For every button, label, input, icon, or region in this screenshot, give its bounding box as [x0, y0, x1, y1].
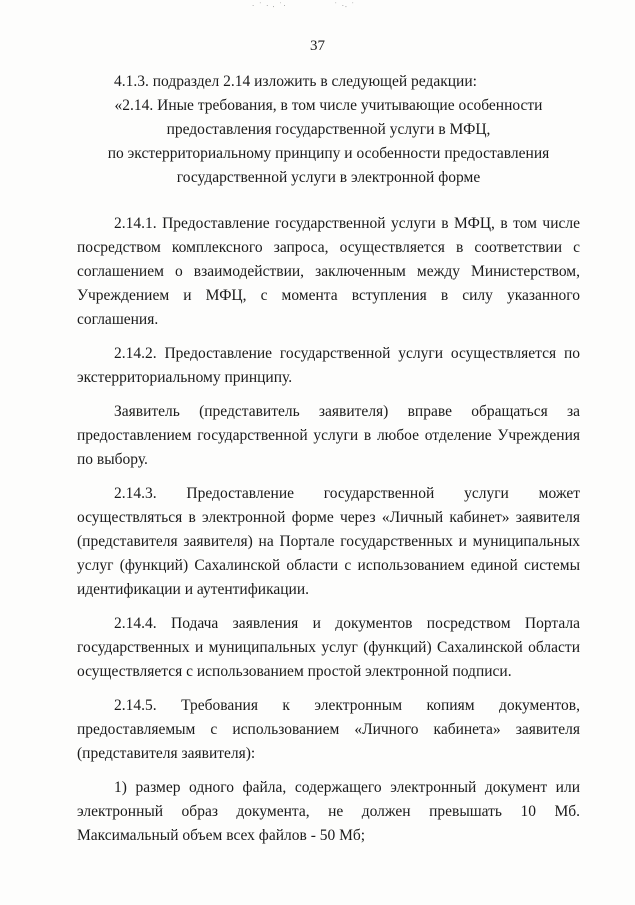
paragraph-2-14-4: 2.14.4. Подача заявления и документов посредством Портала государственных и муниципальных услуг (функций) Сахалинской области осуществляется с использованием простой электронной подписи. — [77, 615, 580, 680]
page-number: 37 — [310, 38, 325, 54]
section-title — [77, 94, 580, 190]
document-body — [77, 70, 580, 848]
paragraph-2-14-3: 2.14.3. Предоставление государственной услуги может осуществляться в электронной форме через «Личный кабинет» заявителя (представителя заявителя) на Портале государственных и муниципальных услуг (функций) Сахалинской области с использованием единой системы идентификации и аутентификации. — [77, 485, 580, 598]
amendment-intro: 4.1.3. подраздел 2.14 изложить в следующей редакции: — [114, 73, 477, 90]
paragraph-2-14-5: 2.14.5. Требования к электронным копиям документов, предоставляемым с использованием «Личного кабинета» заявителя (представителя заявителя): — [77, 697, 580, 762]
paragraph-2-14-1: 2.14.1. Предоставление государственной услуги в МФЦ, в том числе посредством комплексного запроса, осуществляется в соответствии с соглашением о взаимодействии, заключенным между Министерством, Учреждением и МФЦ, с момента вступления в силу указанного соглашения. — [77, 215, 580, 328]
paragraph-applicant: Заявитель (представитель заявителя) вправе обращаться за предоставлением государственной услуги в любое отделение Учреждения по выбору. — [77, 403, 580, 468]
paragraph-2-14-2: 2.14.2. Предоставление государственной услуги осуществляется по экстерриториальному принципу. — [77, 345, 580, 386]
paragraph-item-1: 1) размер одного файла, содержащего электронный документ или электронный образ документа, не должен превышать 10 Мб. Максимальный объем всех файлов - 50 Мб; — [77, 779, 580, 844]
section-title-line: по экстерриториальному принципу и особенности предоставления — [107, 145, 550, 162]
section-title-line: государственной услуги в электронной форме — [176, 169, 481, 186]
section-title-line: «2.14. Иные требования, в том числе учитывающие особенности — [114, 97, 543, 114]
scan-artifact: ˙ ·⸳ ˙ — [334, 2, 356, 10]
scan-artifact: · ˙ · ⸳ ˙· — [252, 2, 287, 10]
section-title-line: предоставления государственной услуги в МФЦ, — [166, 121, 491, 138]
